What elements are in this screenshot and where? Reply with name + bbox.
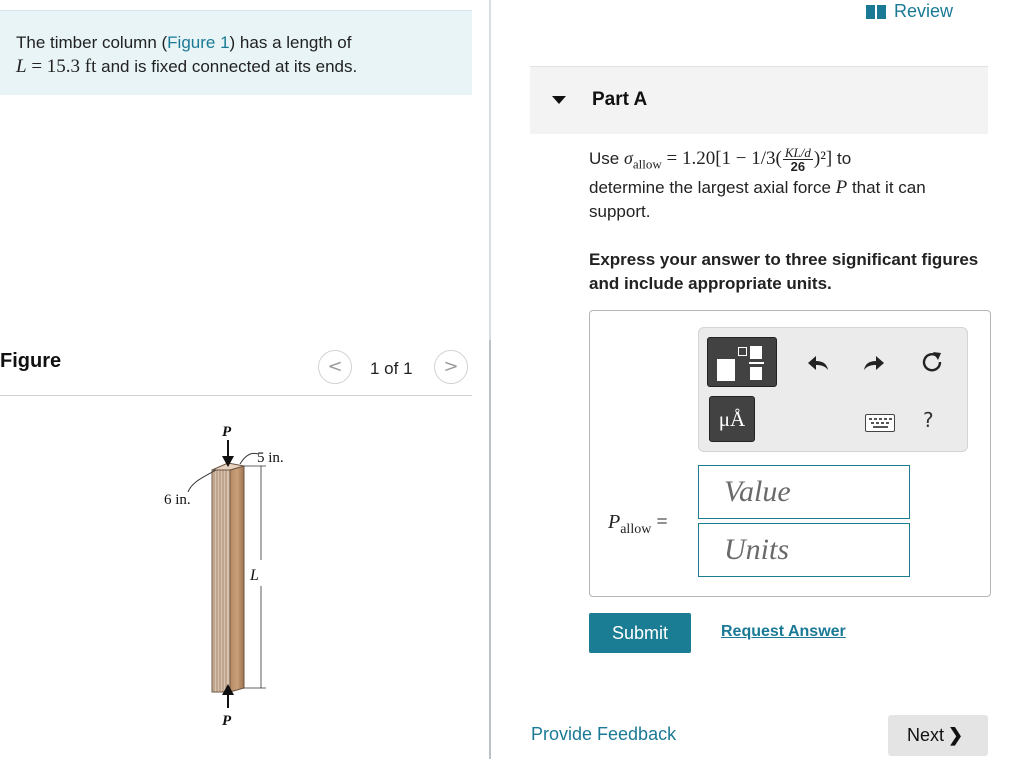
math-toolbar	[698, 327, 968, 452]
problem-text-mid: ) has a length of	[229, 33, 352, 52]
request-answer-link[interactable]: Request Answer	[721, 623, 846, 640]
answer-label-eq: =	[651, 511, 668, 533]
next-label: Next	[907, 725, 945, 745]
answer-label	[608, 511, 668, 538]
book-icon	[866, 5, 886, 19]
answer-box	[589, 310, 991, 597]
bottom-load-label: P	[222, 713, 232, 729]
review-link[interactable]	[866, 1, 953, 22]
fraction-denominator: 26	[790, 159, 806, 175]
part-a-header[interactable]	[530, 66, 988, 134]
value-input[interactable]: Value	[698, 465, 910, 519]
force-variable: P	[835, 177, 848, 199]
figure-prev-button[interactable]: <	[318, 350, 352, 384]
figure-counter: 1 of 1	[370, 359, 413, 378]
reset-icon[interactable]	[919, 349, 945, 375]
question-line2-start: determine the largest axial force	[589, 178, 836, 198]
length-label: L	[250, 567, 259, 584]
timber-column-figure	[140, 410, 330, 730]
answer-instructions: Express your answer to three significant figures and include appropriate units.	[589, 250, 979, 293]
question-to: to	[837, 149, 852, 168]
caret-down-icon[interactable]	[552, 96, 566, 104]
figure-header	[0, 340, 472, 396]
problem-text-end: and is fixed connected at its ends.	[96, 57, 358, 76]
length-value: = 15.3	[26, 56, 85, 77]
panel-divider-scroll	[489, 340, 491, 759]
help-button[interactable]: ?	[923, 408, 934, 432]
redo-icon[interactable]	[861, 350, 887, 376]
dim-label-6in: 6 in.	[164, 492, 191, 508]
keyboard-icon[interactable]	[865, 414, 895, 432]
dim-leader-top	[240, 453, 258, 464]
provide-feedback-link[interactable]: Provide Feedback	[531, 724, 677, 744]
answer-label-sub: allow	[620, 522, 652, 537]
figure-next-button[interactable]: >	[434, 350, 468, 384]
problem-text-start: The timber column (	[16, 33, 168, 52]
question-text	[589, 146, 984, 224]
review-label: Review	[894, 1, 954, 21]
chevron-right-icon: ❯	[948, 725, 964, 745]
length-unit: ft	[84, 56, 97, 77]
templates-icon	[717, 359, 735, 381]
units-button[interactable]: μÅ	[709, 396, 755, 442]
question-line2-end: that it can support.	[589, 178, 926, 222]
equation-start: = 1.20[1 − 1/3(	[661, 148, 782, 169]
part-a-title: Part A	[592, 89, 648, 110]
answer-label-var: P	[608, 511, 621, 533]
problem-text	[16, 31, 456, 79]
submit-button[interactable]: Submit	[589, 613, 691, 653]
problem-statement-box	[0, 10, 472, 95]
figure-title: Figure	[0, 350, 62, 372]
length-variable: L	[16, 56, 27, 77]
fraction-numerator: KL/d	[784, 145, 811, 161]
column-side-face	[212, 470, 230, 692]
sigma-subscript: allow	[632, 156, 662, 172]
next-button[interactable]	[888, 715, 988, 756]
templates-button[interactable]	[707, 337, 777, 387]
equation-fraction	[783, 146, 813, 173]
undo-icon[interactable]	[805, 350, 831, 376]
units-input[interactable]: Units	[698, 523, 910, 577]
question-use: Use	[589, 149, 624, 168]
dim-label-5in: 5 in.	[257, 450, 284, 466]
figure-link[interactable]: Figure 1	[167, 33, 230, 52]
equation-end: )²]	[813, 148, 837, 169]
column-front-face	[230, 466, 244, 692]
sigma-symbol: σ	[623, 148, 633, 168]
top-load-label: P	[222, 424, 232, 440]
top-load-arrow	[222, 440, 234, 467]
